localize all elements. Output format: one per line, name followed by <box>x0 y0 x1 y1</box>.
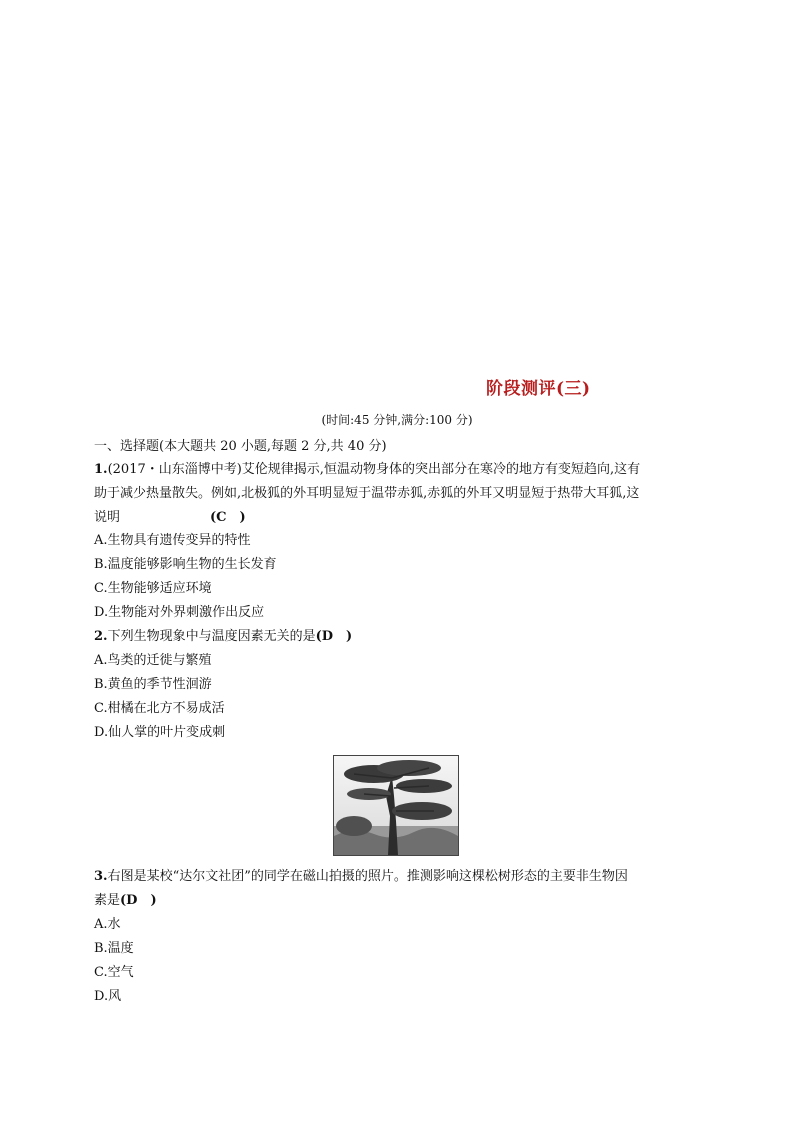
question-2 <box>94 625 700 649</box>
question-text: (2017・山东淄博中考)艾伦规律揭示,恒温动物身体的突出部分在寒冷的地方有变短趋向,这有 <box>107 462 641 477</box>
pine-tree-photo <box>333 755 459 856</box>
question-3 <box>94 865 700 913</box>
question-text: 素是 <box>94 893 121 908</box>
answer: (C ) <box>210 510 246 525</box>
option-b: B.黄鱼的季节性洄游 <box>94 677 212 692</box>
question-number: 1. <box>94 462 108 477</box>
option-b: B.温度能够影响生物的生长发育 <box>94 557 277 572</box>
option-d: D.仙人掌的叶片变成刺 <box>94 725 226 740</box>
question-text: 助于减少热量散失。例如,北极狐的外耳明显短于温带赤狐,赤狐的外耳又明显短于热带大耳狐,这 <box>94 486 640 501</box>
exam-info: (时间:45 分钟,满分:100 分) <box>321 413 473 427</box>
question-text: 下列生物现象中与温度因素无关的是 <box>107 629 316 644</box>
option-d: D.生物能对外界刺激作出反应 <box>94 605 265 620</box>
answer: (D ) <box>120 893 157 908</box>
section-heading: 一、选择题(本大题共 20 小题,每题 2 分,共 40 分) <box>94 439 387 454</box>
option-c: C.生物能够适应环境 <box>94 581 212 596</box>
question-text: 说明 <box>94 510 121 525</box>
option-b: B.温度 <box>94 941 134 956</box>
option-a: A.生物具有遗传变异的特性 <box>94 533 251 548</box>
option-c: C.空气 <box>94 965 134 980</box>
question-number: 2. <box>94 629 108 644</box>
question-number: 3. <box>94 869 108 884</box>
option-c: C.柑橘在北方不易成活 <box>94 701 225 716</box>
answer: (D ) <box>315 629 353 644</box>
option-d: D.风 <box>94 989 122 1004</box>
question-text: 右图是某校“达尔文社团”的同学在磁山拍摄的照片。推测影响这棵松树形态的主要非生物因 <box>107 869 628 884</box>
option-a: A.鸟类的迁徙与繁殖 <box>94 653 212 668</box>
page-title: 阶段测评(三) <box>486 379 591 399</box>
option-a: A.水 <box>94 917 121 932</box>
question-1 <box>94 458 700 530</box>
pine-tree-icon <box>334 756 458 855</box>
